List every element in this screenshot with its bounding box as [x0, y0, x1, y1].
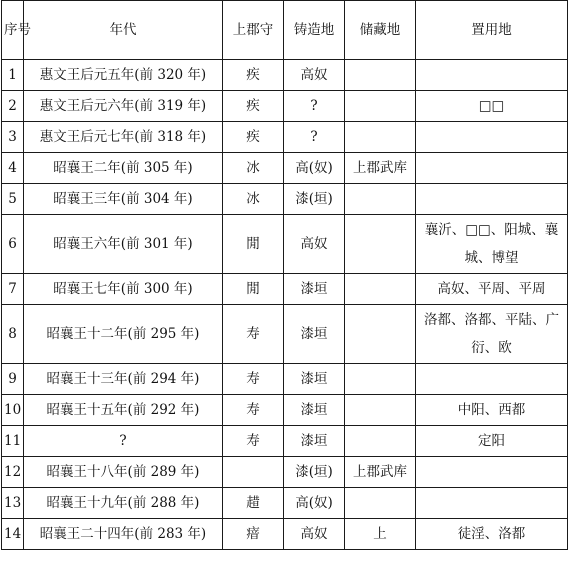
cell-index: 12 [2, 457, 24, 488]
cell-governor: 寿 [223, 395, 284, 426]
table-row [2, 395, 568, 426]
header-storage: 储藏地 [345, 1, 416, 60]
table-row [2, 215, 568, 274]
cell-usage: □□ [416, 91, 568, 122]
cell-era: 昭襄王十五年(前 292 年) [24, 395, 223, 426]
cell-usage: 襄沂、□□、阳城、襄城、博望 [416, 215, 568, 274]
cell-era: 昭襄王七年(前 300 年) [24, 274, 223, 305]
cell-usage [416, 488, 568, 519]
cell-era: 惠文王后元五年(前 320 年) [24, 60, 223, 91]
table-row [2, 457, 568, 488]
cell-mint: 漆垣 [284, 426, 345, 457]
cell-mint: 漆(垣) [284, 457, 345, 488]
header-era: 年代 [24, 1, 223, 60]
table-row [2, 426, 568, 457]
cell-storage [345, 215, 416, 274]
cell-era: 惠文王后元六年(前 319 年) [24, 91, 223, 122]
cell-usage [416, 60, 568, 91]
cell-governor: 疾 [223, 60, 284, 91]
table-row [2, 519, 568, 550]
cell-mint: ? [284, 91, 345, 122]
cell-usage [416, 122, 568, 153]
cell-index: 4 [2, 153, 24, 184]
cell-storage: 上郡武库 [345, 153, 416, 184]
cell-mint: 漆垣 [284, 395, 345, 426]
table-row [2, 60, 568, 91]
header-index: 序号 [2, 1, 24, 60]
cell-storage [345, 426, 416, 457]
cell-governor: 寿 [223, 426, 284, 457]
cell-era: 惠文王后元七年(前 318 年) [24, 122, 223, 153]
cell-storage [345, 122, 416, 153]
cell-governor: 疾 [223, 122, 284, 153]
cell-storage: 上郡武库 [345, 457, 416, 488]
cell-index: 2 [2, 91, 24, 122]
table-row [2, 184, 568, 215]
cell-governor: 冰 [223, 184, 284, 215]
cell-mint: 高奴 [284, 215, 345, 274]
cell-usage [416, 153, 568, 184]
cell-mint: 漆垣 [284, 305, 345, 364]
inscription-table [1, 0, 568, 550]
cell-governor: 疾 [223, 91, 284, 122]
cell-era: 昭襄王十二年(前 295 年) [24, 305, 223, 364]
cell-storage [345, 274, 416, 305]
cell-governor [223, 457, 284, 488]
cell-governor: 寿 [223, 305, 284, 364]
cell-mint: 漆(垣) [284, 184, 345, 215]
cell-usage: 高奴、平周、平周 [416, 274, 568, 305]
table-row [2, 364, 568, 395]
cell-storage [345, 91, 416, 122]
header-governor: 上郡守 [223, 1, 284, 60]
cell-mint: ? [284, 122, 345, 153]
cell-index: 10 [2, 395, 24, 426]
cell-index: 3 [2, 122, 24, 153]
table-row [2, 122, 568, 153]
cell-era: 昭襄王六年(前 301 年) [24, 215, 223, 274]
header-usage: 置用地 [416, 1, 568, 60]
cell-usage [416, 364, 568, 395]
cell-era: 昭襄王二年(前 305 年) [24, 153, 223, 184]
cell-storage [345, 184, 416, 215]
cell-mint: 漆垣 [284, 274, 345, 305]
cell-usage: 洛都、洛都、平陆、广衍、欧 [416, 305, 568, 364]
cell-index: 1 [2, 60, 24, 91]
cell-governor: 寿 [223, 364, 284, 395]
cell-index: 14 [2, 519, 24, 550]
cell-storage [345, 488, 416, 519]
cell-usage [416, 457, 568, 488]
cell-governor: 趞 [223, 488, 284, 519]
cell-index: 7 [2, 274, 24, 305]
cell-governor: 瘖 [223, 519, 284, 550]
cell-era: 昭襄王十九年(前 288 年) [24, 488, 223, 519]
cell-era: ? [24, 426, 223, 457]
cell-era: 昭襄王二十四年(前 283 年) [24, 519, 223, 550]
cell-governor: 閒 [223, 215, 284, 274]
cell-mint: 高(奴) [284, 153, 345, 184]
table-row [2, 488, 568, 519]
cell-index: 13 [2, 488, 24, 519]
cell-usage: 定阳 [416, 426, 568, 457]
cell-storage [345, 395, 416, 426]
cell-index: 6 [2, 215, 24, 274]
cell-era: 昭襄王三年(前 304 年) [24, 184, 223, 215]
cell-usage [416, 184, 568, 215]
cell-storage [345, 364, 416, 395]
cell-mint: 高奴 [284, 60, 345, 91]
cell-storage [345, 60, 416, 91]
table-row [2, 305, 568, 364]
cell-mint: 漆垣 [284, 364, 345, 395]
cell-index: 11 [2, 426, 24, 457]
cell-index: 8 [2, 305, 24, 364]
cell-governor: 冰 [223, 153, 284, 184]
table-row [2, 91, 568, 122]
table-row [2, 153, 568, 184]
header-row [2, 1, 568, 60]
cell-usage: 徒淫、洛都 [416, 519, 568, 550]
cell-mint: 高(奴) [284, 488, 345, 519]
cell-era: 昭襄王十八年(前 289 年) [24, 457, 223, 488]
header-mint: 铸造地 [284, 1, 345, 60]
cell-mint: 高奴 [284, 519, 345, 550]
table-row [2, 274, 568, 305]
cell-index: 5 [2, 184, 24, 215]
cell-era: 昭襄王十三年(前 294 年) [24, 364, 223, 395]
cell-storage: 上 [345, 519, 416, 550]
cell-governor: 閒 [223, 274, 284, 305]
cell-storage [345, 305, 416, 364]
cell-usage: 中阳、西都 [416, 395, 568, 426]
cell-index: 9 [2, 364, 24, 395]
